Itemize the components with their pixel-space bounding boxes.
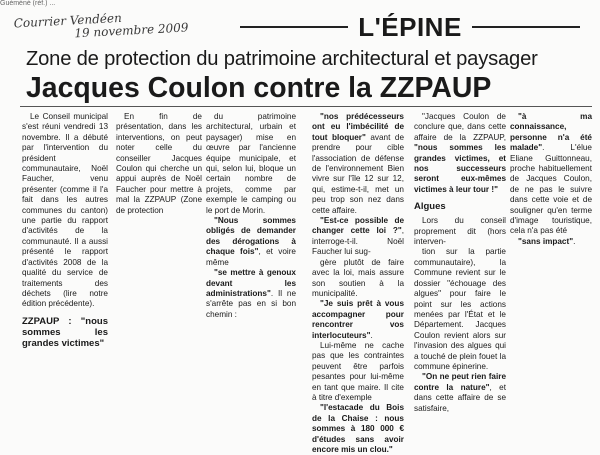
article-column-5	[414, 112, 506, 413]
quote-text: "Je suis prêt à vous accompagner pour rencontrer vos interlocuteurs"	[312, 299, 404, 340]
paragraph-text: , et voire même	[206, 247, 296, 267]
quote-text: "l'estacade du Bois de la Chaise : nous sommes à 180 000 € d'études sans avoir encore mis un clou."	[312, 403, 404, 454]
paragraph: En fin de présentation, dans les interventions, on peut noter celle du conseiller Jacques Coulon qui cherche un appui auprès de Noël Faucher pour mettre à mal la ZZPAUP (Zone de protection	[116, 112, 202, 215]
quote-text: "On ne peut rien faire contre la nature"	[414, 372, 506, 392]
paragraph: du patrimoine architectural, urbain et paysager) mise en œuvre par l'ancienne équipe municipale, et qui, selon lui, bloque un certain nombre de projets, comme par exemple le camping ou le port de Morin.	[206, 112, 296, 215]
handwritten-date: 19 novembre 2009	[74, 20, 189, 41]
section-name: L'ÉPINE	[358, 11, 462, 42]
article-column-3	[206, 112, 296, 400]
paragraph-text: . Il ne s'arrête pas en si bon chemin :	[206, 288, 296, 319]
paragraph-text: avant de prendre pour cible l'association de défense de l'environnement Bien vivre sur l'île 12 sur 12, qui, estime-t-il, met un peu trop son nez dans cette affaire.	[312, 132, 404, 215]
quote-text: "Est-ce possible de changer cette loi ?"	[312, 216, 404, 236]
paragraph-text: . L'élue Eliane Guittonneau, proche habituellement de Jacques Coulon, de ne pas le suivre dans cette voie et de souligner qu'en terme d'image touristique, cela n'a pas été	[510, 143, 592, 236]
paragraph-text: , interroge-t-il. Noël Faucher lui sug-	[312, 226, 404, 257]
subheading: ZZPAUP : "nous sommes les grandes victimes"	[22, 315, 108, 349]
section-rule-left	[240, 26, 348, 28]
top-left-text: Guéméné (réf.) ...	[0, 0, 56, 7]
paragraph-with-quote	[510, 237, 592, 247]
paragraph-with-quote	[206, 216, 296, 268]
paragraph-with-quote	[312, 403, 404, 455]
article-column-1	[22, 112, 108, 400]
handwritten-source: Courrier Vendéen	[13, 10, 123, 31]
paragraph-text: "Jacques Coulon de conclure que, dans cette affaire de la ZZPAUP,	[414, 112, 506, 142]
paragraph-with-quote	[312, 112, 404, 216]
subheading: Algues	[414, 201, 446, 213]
paragraph: tion sur la partie communautaire), la Commune revient sur le dossier "échouage des algues" pour faire le point sur les actions menées par l'État et le Département. Jacques Coulon revient alors sur l'invasion des algues qui a touché de plein fouet la commune épinerine.	[414, 247, 506, 371]
paragraph-with-quote	[206, 268, 296, 320]
paragraph: Le Conseil municipal s'est réuni vendredi 13 novembre. Il a débuté par l'intervention du président communautaire, Noël Faucher, venu présenter (comme il l'a fait dans les autres communes du canton) une partie du rapport d'activités de la communauté. Il a aussi présenté le rapport d'activités 2008 de la qualité du service de traitements des déchets (lire notre édition précédente).	[22, 112, 108, 309]
article-column-6	[510, 112, 592, 400]
quote-text: "nos prédécesseurs ont eu l'imbécilité de tout bloquer"	[312, 112, 404, 142]
paragraph-with-quote	[414, 112, 506, 195]
section-rule-right	[472, 26, 580, 28]
paragraph-text: .	[573, 236, 576, 246]
quote-text: "sans impact"	[518, 236, 574, 246]
quote-text: "se mettre à genoux devant les administrations"	[206, 268, 296, 298]
article-headline: Jacques Coulon contre la ZZPAUP	[26, 72, 492, 104]
paragraph-text: .	[370, 330, 373, 340]
paragraph-with-quote	[312, 299, 404, 341]
paragraph-with-quote	[510, 112, 592, 237]
paragraph-text: , et dans cette affaire de se satisfaire,	[414, 382, 506, 413]
paragraph-with-quote	[312, 216, 404, 258]
quote-text: "Nous sommes obligés de demander des dérogations à chaque fois"	[206, 216, 296, 257]
headline-rule	[20, 106, 592, 107]
article-column-2	[116, 112, 202, 400]
quote-text: "nous sommes les grandes victimes, et nos successeurs seront eux-mêmes victimes à leur tour !"	[414, 143, 506, 194]
paragraph: gère plutôt de faire avec la loi, mais assure son soutien à la municipalité.	[312, 257, 404, 298]
paragraph: Lors du conseil proprement dit (hors interven-	[414, 216, 506, 247]
handwritten-source-note	[13, 7, 224, 44]
paragraph: Lui-même ne cache pas que les contraintes peuvent être parfois pesantes pour lui-même en tant que maire. Il cite à titre d'exemple	[312, 340, 404, 402]
article-kicker: Zone de protection du patrimoine architectural et paysager	[26, 47, 538, 70]
section-header	[240, 12, 580, 42]
article-column-4	[312, 112, 404, 454]
quote-text: "à ma connaissance, personne n'a été malade"	[510, 112, 592, 153]
paragraph-with-quote	[414, 372, 506, 414]
